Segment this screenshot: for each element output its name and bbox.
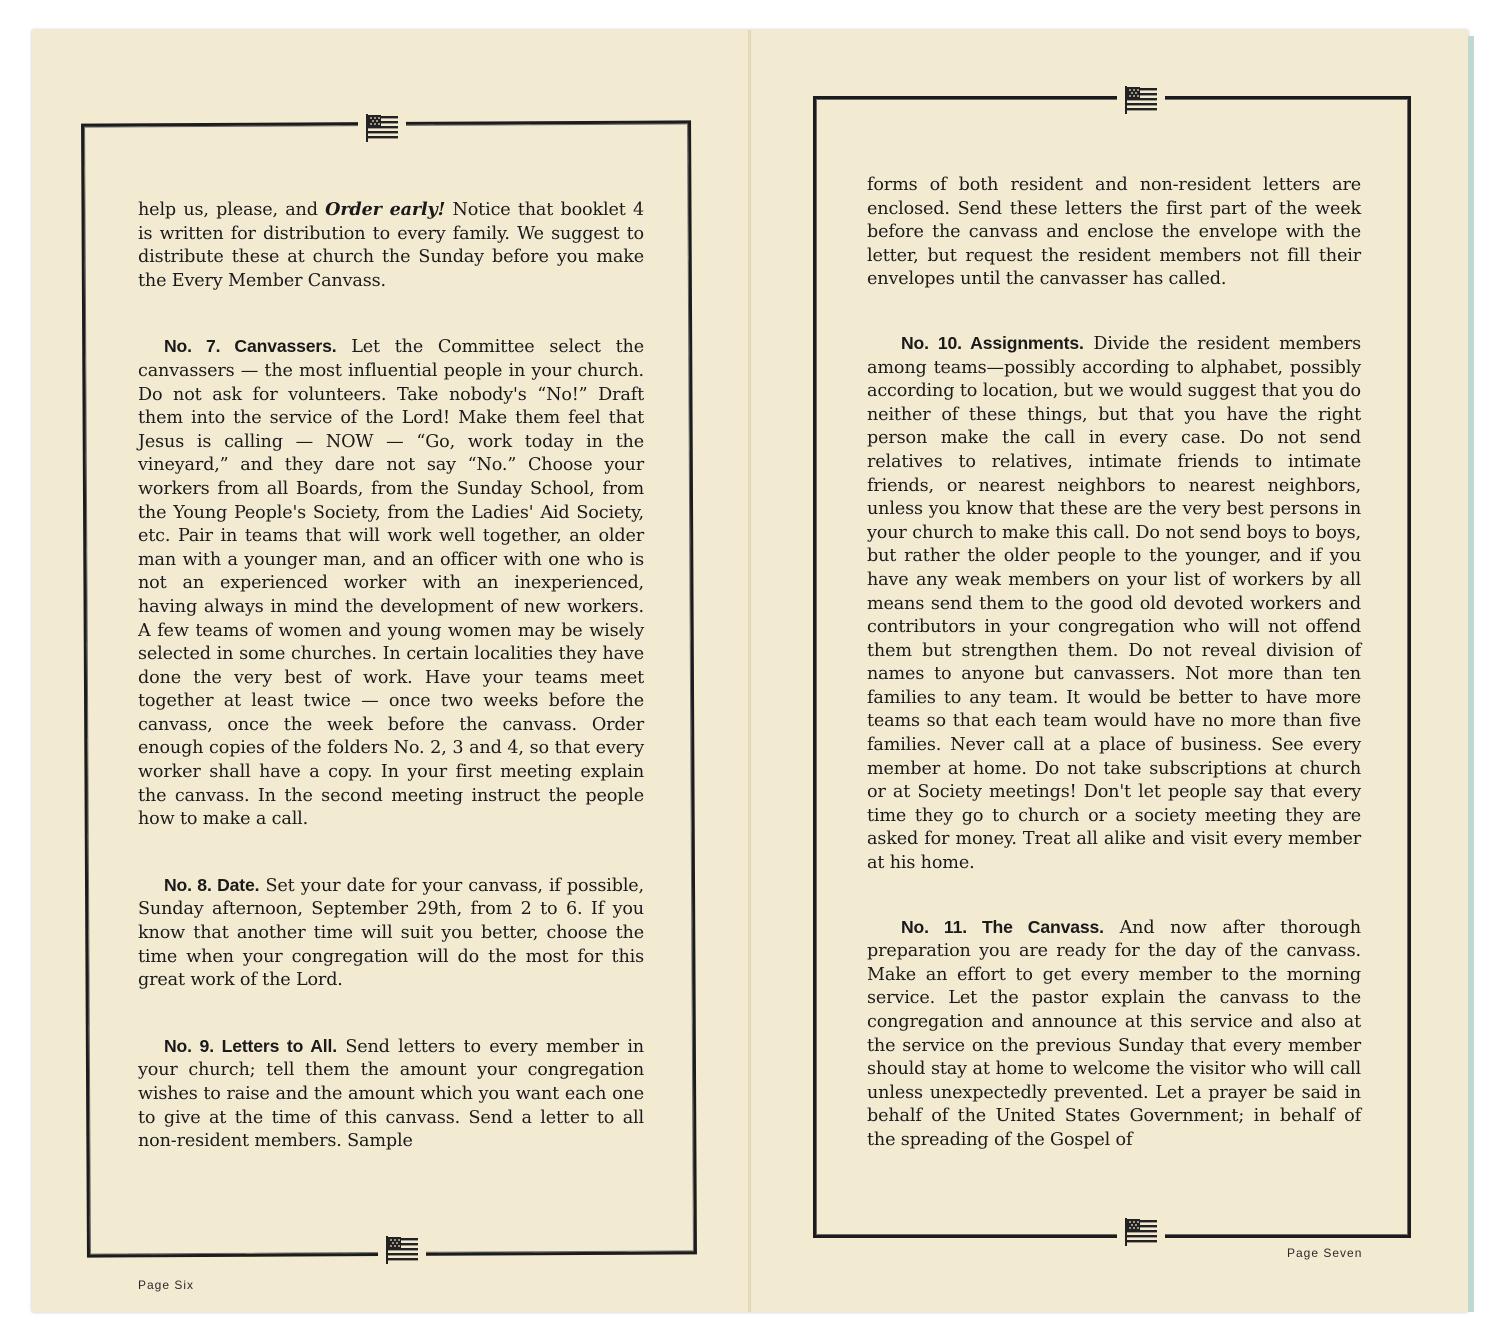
flag-icon [358,112,406,142]
section-body: And now after thorough preparation you are ready for the day of the canvass. Make an effort to get every member to the morning service. Let the pastor explain the canvass to the congregation and announce at this service and also at the service on the previous Sunday that every member should stay at home to welcome the visitor who will call unless unexpectedly prevented. Let a prayer be said in behalf of the United States Government; in behalf of the spreading of the Gospel of [867,917,1361,1150]
page-six [32,30,748,1312]
section-heading: No. 8. Date. [164,874,260,895]
page-seven [751,30,1468,1312]
section-heading: No. 11. The Canvass. [901,916,1104,937]
flag-icon [378,1234,426,1264]
intro-paragraph: help us, please, and Order early! Notice that booklet 4 is written for distribution to every family. We suggest to distribute these at church the Sunday before you make the Every Member Canvass. [138,199,644,291]
section-body: Let the Committee select the canvassers — the most influential people in your church. Do not ask for volunteers. Take nobody's “No!” Draft them into the service of the Lord! Make them feel that Jesus is calling — NOW — “Go, work today in the vineyard,” and they dare not say “No.” Choose your workers from all Boards, from the Sunday School, from the Young People's Society, from the Ladies' Aid Society, etc. Pair in teams that will work well together, an older man with a younger man, and an officer with one who is not an experienced worker with an inexperienced, having always in mind the development of new workers. A few teams of women and young women may be wisely selected in some churches. In certain localities they have done the very best of work. Have your teams meet together at least twice — once two weeks before the canvass, once the week before the canvass. Order enough copies of the folders No. 2, 3 and 4, so that every worker shall have a copy. In your first meeting explain the canvass. In the second meeting instruct the people how to make a call. [138,337,644,830]
section-date [138,874,644,993]
page-number: Page Seven [1287,1246,1363,1260]
intro-paragraph: forms of both resident and non-resident letters are enclosed. Send these letters the first part of the week before the canvass and enclose the envelope with the letter, but request the resident members not fill their envelopes until the canvasser has called. [867,175,1361,290]
section-body: Divide the resident members among teams—possibly according to alphabet, possibly according to location, but we would suggest that you do neither of these things, but that you have the right person make the call in every case. Do not send relatives to relatives, intimate friends to intimate friends, or nearest neighbors to nearest neighbors, unless you know that these are the very best persons in your church to make this call. Do not send boys to boys, but rather the older people to the younger, and if you have any weak members on your list of workers by all means send them to the good old devoted workers and contributors in your congregation who will not offend them but strengthen them. Do not reveal division of names to anyone but canvassers. Not more than ten families to any team. It would be better to have more teams so that each team would have no more than five families. Never call at a place of business. See every member at home. Do not take subscriptions at church or at Society meetings! Don't let people say that every time they go to church or a society meeting they are asked for money. Treat all alike and visit every member at his home. [867,333,1361,874]
page-number: Page Six [138,1278,195,1292]
order-early-emphasis: Order early! [325,199,446,220]
page-seven-text [867,174,1361,1153]
section-body: Set your date for your canvass, if possible, Sunday afternoon, September 29th, from 2 to 6. If you know that another time will suit you better, choose the time when your congregation will do the most for this great work of the Lord. [138,875,644,991]
flag-icon [1117,1216,1165,1246]
section-the-canvass [867,916,1361,1153]
flag-icon [1117,84,1165,114]
page-six-text [138,198,644,1154]
section-body: Send letters to every member in your church; tell them the amount your congregation wishes to raise and the amount which you want each one to give at the time of this canvass. Send a letter to all non-resident members. Sample [138,1036,644,1152]
section-letters [138,1035,644,1154]
section-heading: No. 9. Letters to All. [164,1035,337,1056]
section-heading: No. 7. Canvassers. [164,336,337,357]
booklet-spread [32,30,1468,1312]
section-heading: No. 10. Assignments. [901,332,1084,353]
section-canvassers [138,335,644,831]
section-assignments [867,332,1361,876]
